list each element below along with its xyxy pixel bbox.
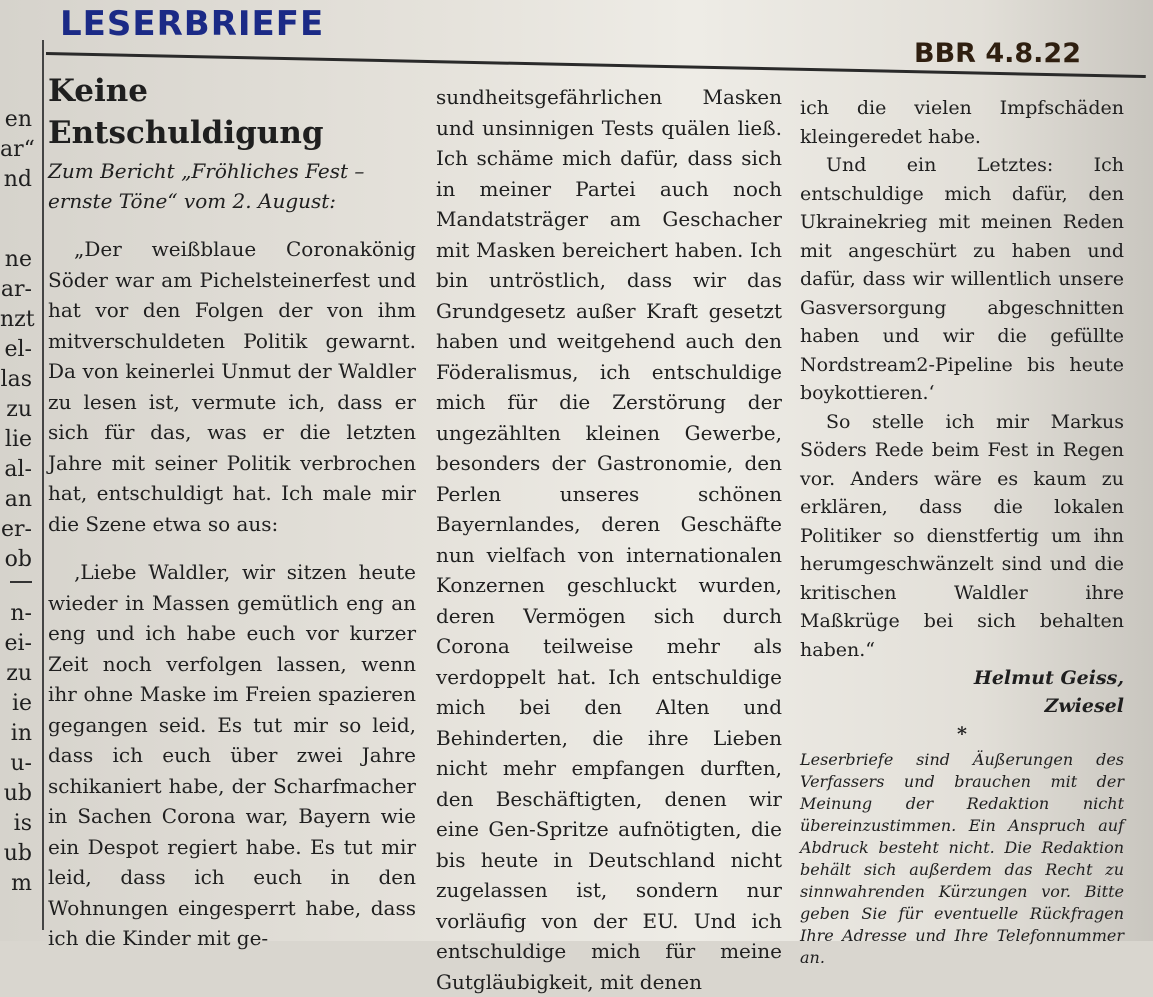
body-paragraph: So stelle ich mir Markus Söders Rede beim Fest in Regen vor. Anders wäre es kaum zu erklären, dass die lokalen Politiker so dienstfertig um ihn herumgeschwänzelt sind und die kritischen Waldler ihre Maßkrüge bei sich behalten haben.“ <box>800 410 1124 661</box>
article-subhead: Zum Bericht „Fröhliches Fest – ernste Töne“ vom 2. August: <box>48 159 365 213</box>
fragment: an <box>4 487 32 512</box>
fragment: n- <box>10 601 32 626</box>
fragment: ei- <box>4 631 32 656</box>
fragment: ne <box>4 247 32 272</box>
separator-star: * <box>957 723 967 745</box>
article-headline: Keine Entschuldigung <box>48 73 324 151</box>
article-column-2 <box>436 82 782 997</box>
fragment: ob <box>4 547 32 572</box>
fragment: zu <box>6 397 32 422</box>
fragment: m <box>11 871 32 896</box>
fragment: ub <box>3 841 32 866</box>
fragment: ub <box>3 781 32 806</box>
fragment: er- <box>1 517 32 542</box>
fragment: nzt <box>0 307 35 332</box>
body-paragraph: ich die vielen Impfschäden kleingeredet habe. <box>800 97 1124 148</box>
author-place: Zwiesel <box>1044 695 1124 717</box>
fragment: zu <box>6 661 32 686</box>
fragment: al- <box>4 457 32 482</box>
body-paragraph: „Der weißblaue Coronakönig Söder war am Pichelsteinerfest und hat vor den Folgen der von ihm mitverschuldeten Politik gewarnt. Da von keinerlei Unmut der Waldler zu lesen ist, vermute ich, dass er sich für das, was er die letzten Jahre mit seiner Politik verbrochen hat, entschuldigt hat. Ich male mir die Szene etwa so aus: <box>48 237 416 536</box>
author-name: Helmut Geiss, <box>973 667 1124 689</box>
handwritten-date-stamp: BBR 4.8.22 <box>913 38 1081 69</box>
fragment: el- <box>4 337 32 362</box>
body-paragraph: Und ein Letztes: Ich entschuldige mich dafür, den Ukrainekrieg mit meinen Reden mit angeschürt zu haben und dafür, dass wir willentlich unsere Gasversorgung abgeschnitten haben und wir die gefüllte Nordstream2-Pipeline bis heute boykottieren.‘ <box>800 154 1124 404</box>
body-paragraph: sundheitsgefährlichen Masken und unsinnigen Tests quälen ließ. Ich schäme mich dafür, dass sich in meiner Partei auch noch Mandatsträger am Geschacher mit Masken bereichert haben. Ich bin untröstlich, dass wir das Grundgesetz außer Kraft gesetzt haben und weitgehend auch den Föderalismus, ich entschuldige mich für die Zerstörung der ungezählten kleinen Gewerbe, besonders der Gastronomie, den Perlen unseres schönen Bayernlandes, deren Geschäfte nun vielfach von internationalen Konzernen geschluckt wurden, deren Vermögen sich durch Corona teilweise mehr als verdoppelt hat. Ich entschuldige mich bei den Alten und Behinderten, die ihre Lieben nicht mehr empfangen durften, den Beschäftigten, denen wir eine Gen-Spritze aufnötigten, die bis heute in Deutschland nicht zugelassen ist, sondern nur vorläufig von der EU. Und ich entschuldige mich für meine Gutgläubigkeit, mit denen <box>436 85 782 994</box>
column-end-dash <box>10 581 32 583</box>
fragment: ar- <box>0 277 32 302</box>
fragment: ie <box>11 691 32 716</box>
fragment: is <box>13 811 32 836</box>
article-column-1 <box>48 70 416 954</box>
section-title: LESERBRIEFE <box>60 4 325 44</box>
fragment: lie <box>4 427 32 452</box>
body-paragraph: ‚Liebe Waldler, wir sitzen heute wieder in Massen gemütlich eng an eng und ich habe euch vor kurzer Zeit noch verfolgen lassen, wenn ihr ohne Maske im Freien spazieren gegangen seid. Es tut mir so leid, dass ich euch über zwei Jahre schikaniert habe, der Scharfmacher in Sachen Corona war, Bayern wie ein Despot regiert habe. Es tut mir leid, dass ich euch in den Wohnungen eingesperrt habe, dass ich die Kinder mit ge- <box>48 560 416 950</box>
fragment: ar“ <box>0 137 35 162</box>
fragment: en <box>4 107 32 132</box>
fragment: in <box>10 721 32 746</box>
article-column-3 <box>800 94 1124 969</box>
fragment: las <box>0 367 32 392</box>
fragment: u- <box>10 751 32 776</box>
previous-column-fragments <box>0 105 36 935</box>
editorial-disclaimer: Leserbriefe sind Äußerungen des Verfassers und brauchen mit der Meinung der Redaktion nicht übereinzustimmen. Ein Anspruch auf Abdruck besteht nicht. Die Redaktion behält sich außerdem das Recht zu sinnwahrenden Kürzungen vor. Bitte geben Sie für eventuelle Rückfragen Ihre Adresse und Ihre Telefonnummer an. <box>800 749 1124 967</box>
fragment: nd <box>3 167 32 192</box>
column-divider <box>42 40 44 930</box>
